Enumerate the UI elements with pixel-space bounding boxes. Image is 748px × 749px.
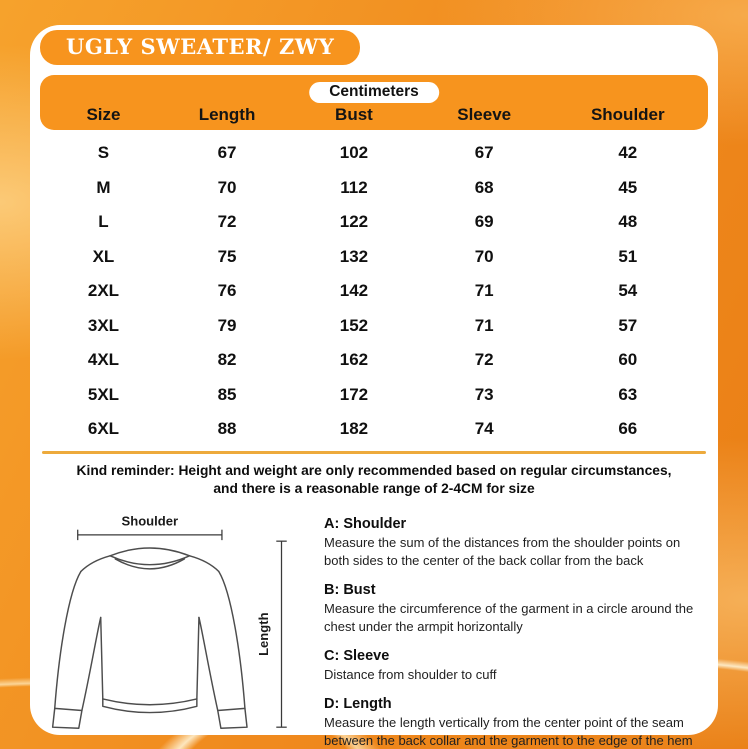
table-row <box>40 343 708 378</box>
cell-bust: 152 <box>339 315 369 335</box>
cell-length: 88 <box>217 419 237 439</box>
guide-text: Distance from shoulder to cuff <box>324 667 497 683</box>
unit-label: Centimeters <box>329 83 419 100</box>
cell-length: 79 <box>217 315 237 335</box>
measurement-section <box>40 510 708 749</box>
cell-shoulder: 54 <box>618 281 638 301</box>
note-line-2: and there is a reasonable range of 2-4CM for size <box>213 480 535 496</box>
cell-size: S <box>97 143 110 163</box>
shoulder-measure-label: Shoulder <box>121 514 179 529</box>
cell-bust: 182 <box>339 419 369 439</box>
cell-size: 5XL <box>87 384 120 404</box>
column-header-size: Size <box>86 105 121 124</box>
guide-heading: A: Shoulder <box>324 516 407 533</box>
divider-line <box>42 451 706 454</box>
cell-length: 85 <box>217 384 237 404</box>
cell-length: 76 <box>217 281 237 301</box>
guide-item-bust <box>324 582 702 636</box>
cell-bust: 132 <box>339 246 369 266</box>
guide-item-length <box>324 696 702 749</box>
cell-shoulder: 63 <box>618 384 638 404</box>
cell-length: 75 <box>217 246 237 266</box>
table-header-band <box>40 75 708 130</box>
table-row <box>40 309 708 344</box>
cell-length: 82 <box>217 350 237 370</box>
guide-item-shoulder <box>324 516 702 570</box>
length-measure-line <box>276 542 286 728</box>
column-header-bust: Bust <box>335 105 373 124</box>
cell-sleeve: 71 <box>474 281 494 301</box>
cell-sleeve: 74 <box>474 419 494 439</box>
size-chart-card <box>30 25 718 749</box>
kind-reminder-note <box>40 462 708 499</box>
table-row <box>40 378 708 413</box>
cell-bust: 162 <box>339 350 369 370</box>
cell-size: 6XL <box>87 419 120 439</box>
cell-sleeve: 67 <box>474 143 494 163</box>
table-column-headers <box>40 105 708 125</box>
cell-sleeve: 72 <box>474 350 494 370</box>
cell-size: L <box>98 212 109 232</box>
cell-bust: 112 <box>340 177 368 197</box>
product-title: UGLY SWEATER/ ZWY <box>66 34 335 59</box>
cell-size: XL <box>92 246 115 266</box>
table-row <box>40 412 708 447</box>
cell-shoulder: 51 <box>618 246 638 266</box>
cell-bust: 172 <box>339 384 369 404</box>
table-row <box>40 205 708 240</box>
shoulder-measure-line <box>78 530 222 540</box>
cell-shoulder: 66 <box>618 419 638 439</box>
cell-bust: 102 <box>339 143 369 163</box>
cell-size: 2XL <box>87 281 120 301</box>
guide-item-sleeve <box>324 648 702 684</box>
product-title-badge <box>40 30 360 65</box>
cell-bust: 142 <box>339 281 369 301</box>
cell-shoulder: 48 <box>618 212 638 232</box>
unit-pill <box>309 82 439 103</box>
cell-sleeve: 73 <box>474 384 494 404</box>
column-header-sleeve: Sleeve <box>457 105 512 124</box>
guide-heading: D: Length <box>324 696 392 713</box>
column-header-length: Length <box>198 105 256 124</box>
guide-heading: B: Bust <box>324 582 376 599</box>
note-line-1: Kind reminder: Height and weight are only recommended based on regular circumstances, <box>76 462 672 478</box>
cell-size: 4XL <box>87 350 120 370</box>
table-row <box>40 240 708 275</box>
cell-sleeve: 68 <box>474 177 494 197</box>
length-measure-label: Length <box>255 612 271 657</box>
table-row <box>40 171 708 206</box>
measurement-guide <box>308 510 702 749</box>
cell-bust: 122 <box>339 212 369 232</box>
cell-shoulder: 45 <box>618 177 638 197</box>
cell-sleeve: 69 <box>474 212 494 232</box>
cell-length: 72 <box>217 212 237 232</box>
cell-sleeve: 70 <box>474 246 494 266</box>
cell-shoulder: 60 <box>618 350 638 370</box>
cell-shoulder: 42 <box>618 143 638 163</box>
table-row <box>40 274 708 309</box>
cell-size: 3XL <box>87 315 120 335</box>
cell-length: 70 <box>217 177 237 197</box>
cell-shoulder: 57 <box>618 315 638 335</box>
guide-text: Measure the circumference of the garment in a circle around the chest under the armpit horizontally <box>324 601 694 635</box>
sweater-line-art <box>46 514 308 746</box>
sweater-outline <box>53 548 247 728</box>
guide-text: Measure the length vertically from the center point of the seam between the back collar and the garment to the edge of the hem <box>324 715 693 749</box>
sweater-diagram <box>46 510 308 749</box>
guide-text: Measure the sum of the distances from the shoulder points on both sides to the center of the back collar from the back <box>324 535 681 569</box>
cell-length: 67 <box>217 143 237 163</box>
cell-sleeve: 71 <box>474 315 494 335</box>
cell-size: M <box>96 177 111 197</box>
guide-heading: C: Sleeve <box>324 648 390 665</box>
table-row <box>40 136 708 171</box>
size-table-body <box>40 136 708 447</box>
column-header-shoulder: Shoulder <box>590 105 665 124</box>
